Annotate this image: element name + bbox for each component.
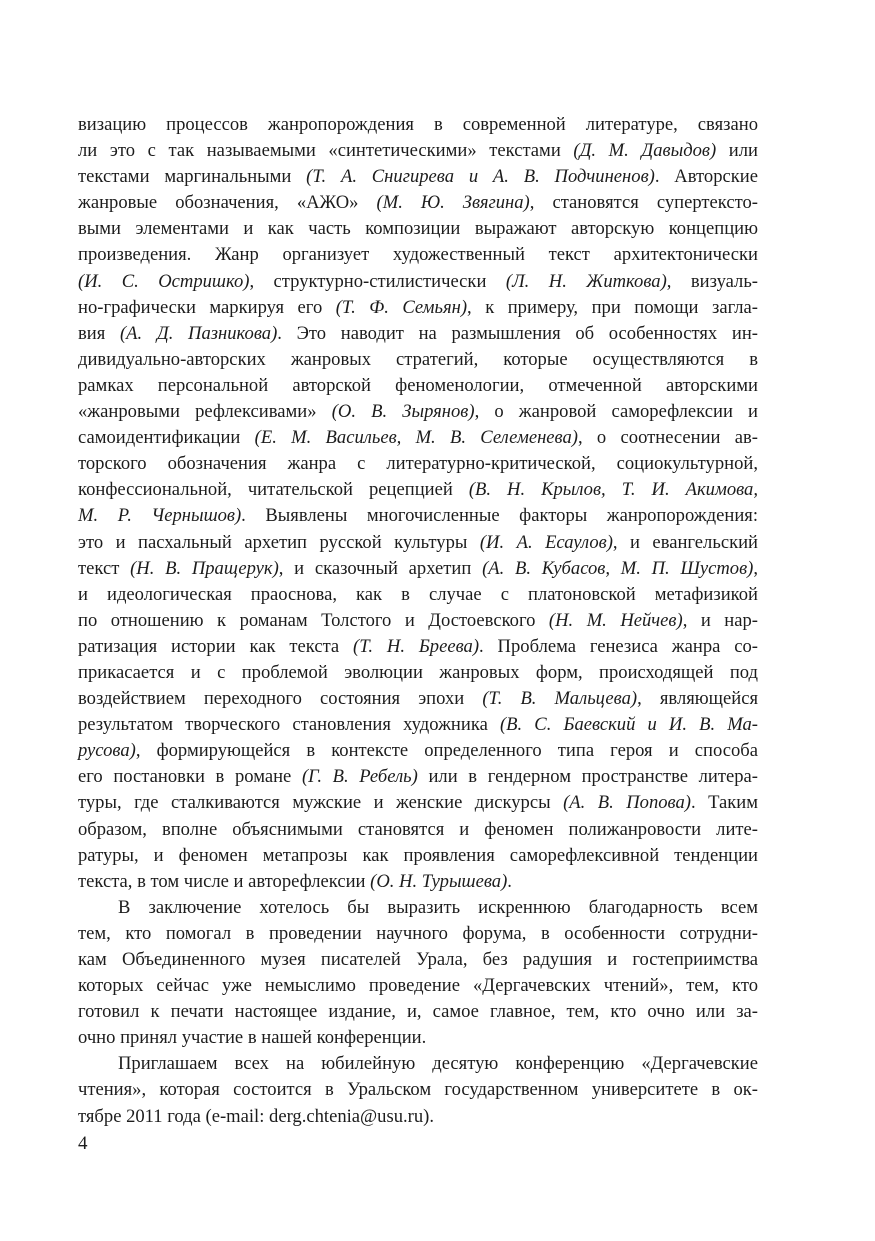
citation-author: (Г. В. Ребель) [301, 766, 418, 788]
text-run: . [507, 870, 512, 892]
text-run: В заключение хотелось бы выразить искреннюю благодарность всем [118, 896, 758, 918]
text-run: текст [78, 557, 131, 579]
text-run: торского обозначения жанра с литературно-критической, социокультурной, [78, 453, 758, 475]
text-run: . Выявлены многочисленные факторы жанропорождения: [241, 505, 758, 527]
text-line [78, 921, 758, 947]
text-run: текстами маргинальными [78, 166, 307, 188]
text-run: ратизация истории как текста [78, 635, 354, 657]
text-line [78, 373, 758, 399]
text-run: , являющейся [637, 688, 759, 710]
text-line [78, 764, 758, 790]
text-run: и идеологическая праоснова, как в случае с платоновской метафизикой [78, 583, 758, 605]
text-line [78, 321, 758, 347]
text-run: . Таким [690, 792, 758, 814]
text-line [78, 895, 758, 921]
text-line [78, 190, 758, 216]
text-line [78, 269, 758, 295]
text-line [78, 1077, 758, 1103]
text-line [78, 164, 758, 190]
citation-author: (Т. Ф. Семьян) [335, 296, 468, 318]
text-line [78, 634, 758, 660]
text-line [78, 608, 758, 634]
citation-author: (Т. А. Снигирева и А. В. Подчиненов) [306, 166, 655, 188]
paragraph-1 [78, 112, 758, 895]
text-run: рамках персональной авторской феноменологии, отмеченной авторскими [78, 374, 758, 396]
text-run: образом, вполне объяснимыми становятся и феномен полижанровости лите- [78, 818, 758, 840]
citation-author: (Л. Н. Житкова) [505, 270, 667, 292]
text-run: тем, кто помогал в проведении научного форума, в особенности сотрудни- [78, 922, 758, 944]
text-run: конфессиональной, читательской рецепцией [78, 479, 469, 501]
citation-author: русова) [78, 740, 136, 762]
text-run: туры, где сталкиваются мужские и женские дискурсы [78, 792, 564, 814]
text-run: ратуры, и феномен метапрозы как проявления саморефлексивной тенденции [78, 844, 758, 866]
text-run: «жанровыми рефлексивами» [78, 401, 332, 423]
text-line [78, 451, 758, 477]
citation-author: (Н. В. Пращерук) [130, 557, 279, 579]
text-line [78, 1025, 758, 1051]
citation-author: (В. Н. Крылов, Т. И. Акимова, [468, 479, 759, 501]
page-number: 4 [78, 1133, 88, 1154]
text-run: выми элементами и как часть композиции выражают авторскую концепцию [78, 218, 758, 240]
text-line [78, 843, 758, 869]
text-run: . Авторские [654, 166, 758, 188]
citation-author: (Т. Н. Бреева) [353, 635, 480, 657]
text-run: текста, в том числе и авторефлексии [78, 870, 371, 892]
citation-author: (В. С. Баевский и И. В. Ма- [499, 714, 758, 736]
text-run: очно принял участие в нашей конференции. [78, 1027, 427, 1049]
citation-author: (А. Д. Пазникова) [119, 322, 278, 344]
text-line [78, 582, 758, 608]
text-run: жанровые обозначения, «АЖО» [78, 192, 377, 214]
text-line [78, 973, 758, 999]
citation-author: (А. В. Кубасов, М. П. Шустов) [482, 557, 754, 579]
text-run: , становятся супертексто- [529, 192, 758, 214]
text-run: . Это наводит на размышления об особенностях ин- [277, 322, 758, 344]
text-line [78, 295, 758, 321]
text-line [78, 242, 758, 268]
text-line [78, 999, 758, 1025]
text-run: , формирующейся в контексте определенного типа героя и способа [135, 740, 758, 762]
text-line [78, 660, 758, 686]
text-line [78, 530, 758, 556]
text-line [78, 738, 758, 764]
text-run: кам Объединенного музея писателей Урала, без радушия и гостеприимства [78, 949, 758, 970]
text-line [78, 790, 758, 816]
text-run: , к примеру, при помощи загла- [467, 296, 758, 318]
text-line [78, 686, 758, 712]
citation-author: (И. А. Есаулов) [479, 531, 613, 553]
text-line [78, 216, 758, 242]
text-run: результатом творческого становления художника [78, 714, 500, 736]
citation-author: (М. Ю. Звягина) [376, 192, 530, 214]
text-run: по отношению к романам Толстого и Достоевского [78, 609, 549, 631]
text-run: которых сейчас уже немыслимо проведение «Дергачевских чтений», тем, кто [78, 975, 758, 997]
citation-author: (Д. М. Давыдов) [573, 140, 717, 162]
text-run: , [753, 557, 758, 579]
text-line [78, 556, 758, 582]
text-run: готовил к печати настоящее издание, и, самое главное, тем, кто очно или за- [78, 1001, 758, 1023]
text-run: . Проблема генезиса жанра со- [479, 635, 758, 657]
text-run: воздействием переходного состояния эпохи [78, 688, 483, 710]
text-line [78, 347, 758, 373]
text-run: самоидентификации [78, 427, 255, 449]
citation-author: (Е. М. Васильев, М. В. Селеменева) [254, 427, 578, 449]
text-run: вия [78, 322, 120, 344]
citation-author: (И. С. Остришко) [78, 270, 250, 292]
text-run: тябре 2011 года (e-mail: derg.chtenia@usu.ru). [78, 1105, 434, 1127]
text-line [78, 712, 758, 738]
paragraph-2 [78, 895, 758, 1052]
citation-author: (О. Н. Турышева) [370, 870, 508, 892]
text-run: прикасается и с проблемой эволюции жанровых форм, происходящей под [78, 661, 758, 683]
text-run: Приглашаем всех на юбилейную десятую конференцию «Дергачевские [118, 1053, 758, 1075]
text-run: ли это с так называемыми «синтетическими» текстами [78, 140, 574, 162]
text-run: или в гендерном пространстве литера- [417, 766, 758, 788]
text-line [78, 425, 758, 451]
text-run: но-графически маркируя его [78, 296, 336, 318]
text-line [78, 1051, 758, 1077]
text-line [78, 503, 758, 529]
citation-author: (Н. М. Нейчев) [548, 609, 683, 631]
text-line [78, 399, 758, 425]
text-line [78, 869, 758, 895]
text-line [78, 112, 758, 138]
text-line [78, 138, 758, 164]
text-run: , и нар- [682, 609, 758, 631]
text-run: , структурно-стилистически [249, 270, 506, 292]
text-line [78, 947, 758, 973]
text-run: или [716, 140, 758, 162]
text-run: , и евангельский [612, 531, 759, 553]
citation-author: М. Р. Чернышов) [78, 505, 242, 527]
text-run: произведения. Жанр организует художественный текст архитектонически [78, 244, 758, 266]
paragraph-3 [78, 1051, 758, 1129]
text-run: , визуаль- [666, 270, 758, 292]
text-run: чтения», которая состоится в Уральском государственном университете в ок- [78, 1079, 758, 1101]
citation-author: (А. В. Попова) [563, 792, 691, 814]
text-run: его постановки в романе [78, 766, 302, 788]
body-text [78, 112, 758, 1130]
text-run: , о соотнесении ав- [578, 427, 758, 449]
citation-author: (О. В. Зырянов) [331, 401, 475, 423]
text-line [78, 817, 758, 843]
text-run: визацию процессов жанропорождения в современной литературе, связано [78, 114, 758, 135]
text-run: , о жанровой саморефлексии и [474, 401, 759, 423]
text-run: , и сказочный архетип [278, 557, 483, 579]
text-line [78, 1104, 758, 1130]
text-run: дивидуально-авторских жанровых стратегий, которые осуществляются в [78, 348, 758, 370]
text-run: это и пасхальный архетип русской культуры [78, 531, 480, 553]
citation-author: (Т. В. Мальцева) [482, 688, 638, 710]
text-line [78, 477, 758, 503]
